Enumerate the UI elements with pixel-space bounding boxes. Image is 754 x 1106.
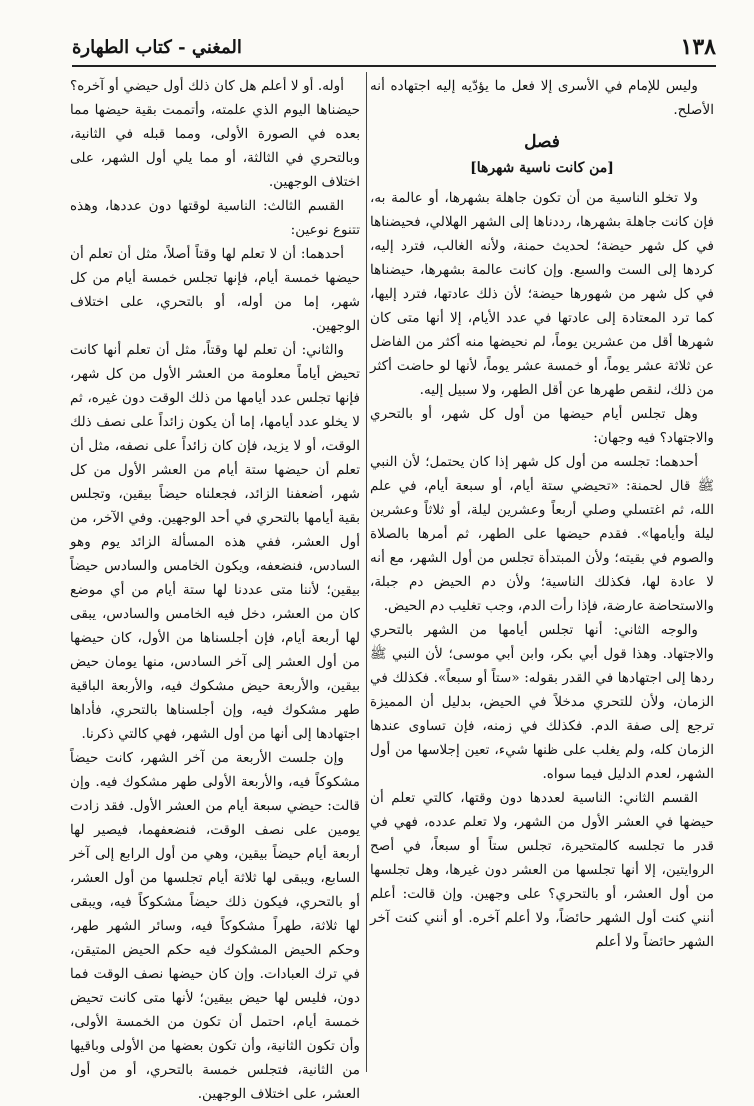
header-rule	[72, 65, 716, 67]
page-number: ١٣٨	[680, 34, 716, 60]
page-header	[72, 30, 716, 64]
running-title: المغني - كتاب الطهارة	[72, 36, 242, 58]
paragraph: أحدهما: تجلسه من أول كل شهر إذا كان يحتمل؛ لأن النبي ﷺ قال لحمنة: «تحيضي ستة أيام، أو سبعة أيام، في علم الله، ثم اغتسلي وصلي أربعاً وعشرين ليلة، أو ثلاثاً وعشرين ليلة وأيامها». فقدم حيضها على الطهر، ثم أمرها بالصلاة والصوم في بقيته؛ ولأن المبتدأة تجلس من أول الشهر، مع أنه لا عادة لها، فكذلك الناسية؛ ولأن دم الحيض دم جبلة، والاستحاضة عارضة، فإذا رأت الدم، وجب تغليب دم الحيض.	[370, 454, 714, 614]
paragraph: القسم الثالث: الناسية لوقتها دون عددها، وهذه تتنوع نوعين:	[70, 198, 360, 238]
paragraph: والوجه الثاني: أنها تجلس أيامها من الشهر بالتحري والاجتهاد. وهذا قول أبي بكر، وابن أبي موسى؛ لأن النبي ﷺ ردها إلى اجتهادها في القدر بقوله: «ستاً أو سبعاً». فكذلك في الزمان، ولأن للتحري مدخلاً في الحيض، بدليل أن المميزة ترجع إلى صفة الدم. فكذلك في زمنه، فإن تساوى عندها الزمان كله، ولم يغلب على ظنها شيء، تعين إجلاسها من أول الشهر، لعدم الدليل فيما سواه.	[370, 622, 714, 782]
paragraph: أحدهما: أن لا تعلم لها وقتاً أصلاً، مثل أن تعلم أن حيضها خمسة أيام، فإنها تجلس خمسة أيام من كل شهر، إما من أوله، أو بالتحري، على اختلاف الوجهين.	[70, 246, 360, 334]
section-subtitle: [من كانت ناسية شهرها]	[470, 160, 614, 176]
paragraph: والثاني: أن تعلم لها وقتاً، مثل أن تعلم أنها كانت تحيض أياماً معلومة من العشر الأول من كل شهر، فإنها تجلس عدد أيامها من ذلك الوقت دون غيره، ثم لا يخلو عدد أيامها، إما أن يكون زائداً على نصف ذلك الوقت، أو لا يزيد، فإن كان زائداً على نصفه، مثل أن تعلم أن حيضها ستة أيام من العشر الأول من كل شهر، أضعفنا الزائد، فجعلناه حيضاً بيقين، وتجلس بقية أيامها بالتحري في أحد الوجهين. وفي الآخر، من أول العشر، ففي هذه المسألة الزائد يوم وهو السادس، فنضعفه، ويكون الخامس والسادس حيضاً بيقين؛ لأننا متى عددنا لها ستة أيام من أي موضع كان من العشر، دخل فيه الخامس والسادس، يبقى لها أربعة أيام، فإن أجلسناها من الأول، كان حيضها من أول العشر إلى آخر السادس، منها يومان حيض بيقين، والأربعة حيض مشكوك فيه، والأربعة الباقية طهر مشكوك فيه، وإن أجلسناها بالتحري، فأداها اجتهادها إلى أنها من أول الشهر، فهي كالتي ذكرنا.	[70, 342, 360, 742]
paragraph: ولا تخلو الناسية من أن تكون جاهلة بشهرها، أو عالمة به، فإن كانت جاهلة بشهرها، رددناها إلى الشهر الهلالي، فحيضناها في كل شهر حيضة؛ لحديث حمنة، ولأنه الغالب، فترد إليه، كردها إلى الست والسبع. وإن كانت عالمة بشهرها، حيضناها في كل شهر من شهورها حيضة؛ لأن ذلك عادتها، فترد إليها، كما ترد المعتادة إلى عادتها في عدد الأيام، إلا أنها متى كان شهرها أقل من عشرين يوماً، لم نحيضها منه أكثر من الفاضل عن ثلاثة عشر يوماً، أو خمسة عشر يوماً، لأنها لو حاضت أكثر من ذلك، لنقص طهرها عن أقل الطهر، ولا سبيل إليه.	[370, 190, 714, 398]
paragraph: وليس للإمام في الأسرى إلا فعل ما يؤدّيه إليه اجتهاده أنه الأصلح.	[370, 78, 714, 118]
right-column	[370, 74, 714, 1074]
section-title: فصل	[524, 132, 560, 152]
paragraph: أوله. أو لا أعلم هل كان ذلك أول حيضي أو آخره؟ حيضناها اليوم الذي علمته، وأتممت بقية حيضها مما بعده في الصورة الأولى، ومما قبله في الثانية، وبالتحري في الثالثة، أو مما يلي أول الشهر، على اختلاف الوجهين.	[70, 78, 360, 190]
column-divider	[366, 72, 367, 1072]
left-column	[70, 74, 360, 1102]
paragraph: القسم الثاني: الناسية لعددها دون وقتها، كالتي تعلم أن حيضها في العشر الأول من الشهر، ولا تعلم عدده، فهي في قدر ما تجلسه كالمتحيرة، تجلس ستاً أو سبعاً، في أصح الروايتين، إلا أنها تجلسها من العشر دون غيرها، وهل تجلسها من أول العشر، أو بالتحري؟ على وجهين. وإن قالت: أعلم أنني كنت أول الشهر حائضاً، ولا أعلم آخره. أو أنني كنت آخر الشهر حائضاً ولا أعلم	[370, 790, 714, 950]
paragraph: وإن جلست الأربعة من آخر الشهر، كانت حيضاً مشكوكاً فيه، والأربعة الأولى طهر مشكوك فيه. وإن قالت: حيضي سبعة أيام من العشر الأول. فقد زادت يومين على نصف الوقت، فنضعفهما، فيصير لها أربعة أيام حيضاً بيقين، وهي من أول الرابع إلى آخر السابع، ويبقى لها ثلاثة أيام تجلسها من أول العشر، أو بالتحري، فيكون ذلك حيضاً مشكوكاً فيه، ويبقى لها ثلاثة، طهراً مشكوكاً فيه، وسائر الشهر طهر، وحكم الحيض المشكوك فيه حكم الحيض المتيقن، في ترك العبادات. وإن كان حيضها نصف الوقت فما دون، فليس لها حيض بيقين؛ لأنها متى كانت تحيض خمسة أيام، احتمل أن تكون من الخمسة الأولى، وأن تكون الثانية، وأن تكون بعضها من الأولى وباقيها من الثانية، فتجلس خمسة بالتحري، أو من أول العشر، على اختلاف الوجهين.	[70, 750, 360, 1102]
paragraph: وهل تجلس أيام حيضها من أول كل شهر، أو بالتحري والاجتهاد؟ فيه وجهان:	[370, 406, 714, 446]
